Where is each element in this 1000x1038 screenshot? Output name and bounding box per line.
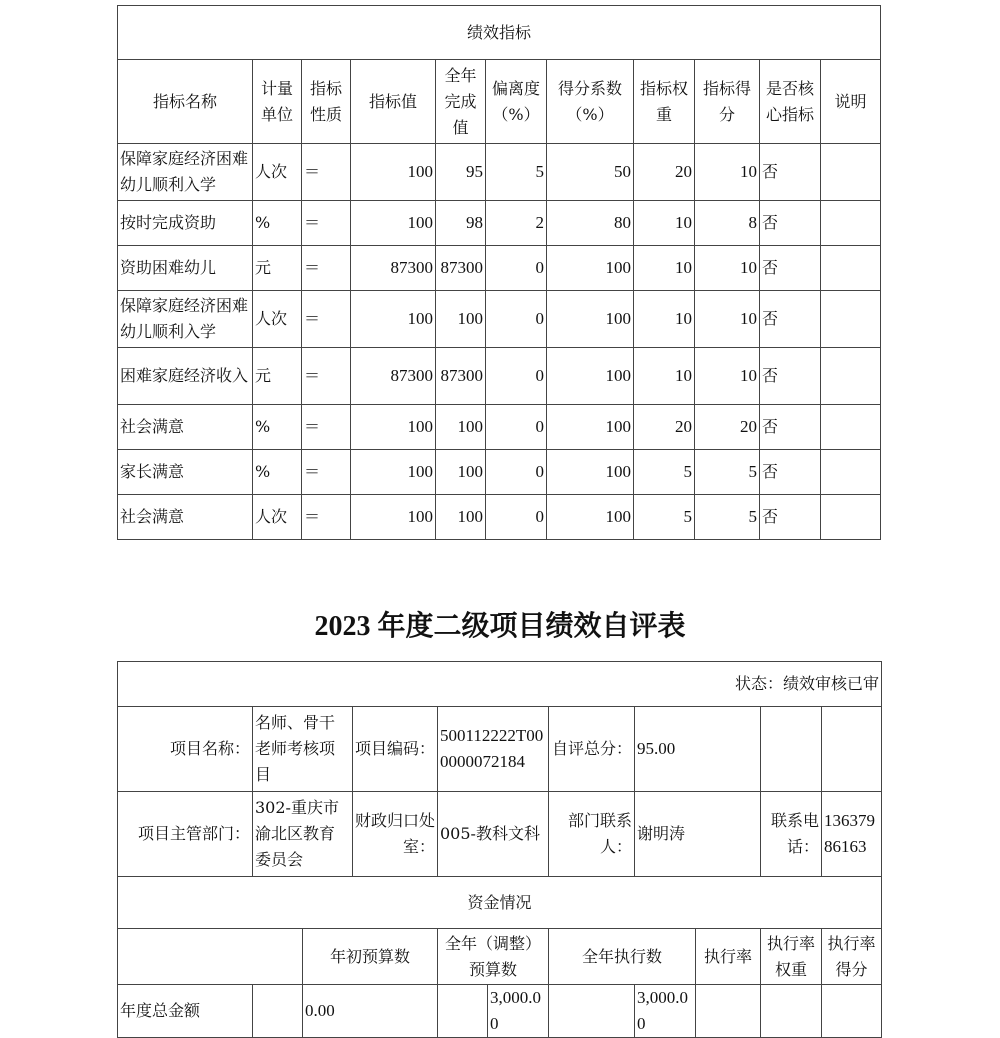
table-cell: 100 bbox=[547, 405, 634, 450]
table-cell: 100 bbox=[351, 450, 436, 495]
initial-budget: 0.00 bbox=[303, 985, 438, 1038]
table-row bbox=[118, 144, 881, 201]
contact-value: 谢明涛 bbox=[635, 792, 761, 877]
table-cell: 95 bbox=[436, 144, 486, 201]
page-title: 2023 年度二级项目绩效自评表 bbox=[314, 611, 686, 642]
table-cell bbox=[821, 405, 881, 450]
table-cell: 100 bbox=[547, 495, 634, 540]
table-cell: 20 bbox=[634, 405, 695, 450]
column-header: 全年完成值 bbox=[436, 60, 486, 144]
funds-header: 执行率 bbox=[696, 929, 761, 985]
table-cell: % bbox=[253, 450, 302, 495]
table-cell bbox=[821, 201, 881, 246]
table-cell: 100 bbox=[547, 450, 634, 495]
empty-cell bbox=[822, 707, 882, 792]
table-cell: 100 bbox=[351, 201, 436, 246]
table-cell bbox=[821, 291, 881, 348]
table-cell: ＝ bbox=[302, 291, 351, 348]
table-cell: % bbox=[253, 405, 302, 450]
table-cell: ＝ bbox=[302, 201, 351, 246]
table-cell: 80 bbox=[547, 201, 634, 246]
project-code-label: 项目编码： bbox=[353, 707, 438, 792]
table-cell: 8 bbox=[695, 201, 760, 246]
table-cell: 0 bbox=[486, 348, 547, 405]
table-cell: ＝ bbox=[302, 348, 351, 405]
table-cell: 50 bbox=[547, 144, 634, 201]
table-cell bbox=[821, 450, 881, 495]
table-cell: 2 bbox=[486, 201, 547, 246]
executed-amount: 3,000.00 bbox=[635, 985, 696, 1038]
table-cell: 困难家庭经济收入 bbox=[118, 348, 253, 405]
table-cell: 10 bbox=[695, 348, 760, 405]
funds-title: 资金情况 bbox=[118, 877, 882, 929]
table-cell: 0 bbox=[486, 405, 547, 450]
empty-cell bbox=[696, 985, 761, 1038]
finance-value: 005-教科文科 bbox=[438, 792, 549, 877]
table-cell: 否 bbox=[760, 348, 821, 405]
table-cell: 100 bbox=[351, 405, 436, 450]
section-title: 绩效指标 bbox=[118, 6, 881, 60]
finance-label: 财政归口处室： bbox=[353, 792, 438, 877]
table-cell bbox=[821, 495, 881, 540]
table-cell: 否 bbox=[760, 495, 821, 540]
column-header: 是否核心指标 bbox=[760, 60, 821, 144]
empty-cell bbox=[118, 929, 303, 985]
table-row bbox=[118, 450, 881, 495]
table-cell: 5 bbox=[486, 144, 547, 201]
table-cell: 0 bbox=[486, 495, 547, 540]
table-cell: 否 bbox=[760, 405, 821, 450]
table-cell: 98 bbox=[436, 201, 486, 246]
column-header: 得分系数（%） bbox=[547, 60, 634, 144]
table-cell: 否 bbox=[760, 144, 821, 201]
table-cell: 100 bbox=[547, 246, 634, 291]
table-cell: 10 bbox=[634, 348, 695, 405]
table-cell: 0 bbox=[486, 291, 547, 348]
table-cell: 否 bbox=[760, 201, 821, 246]
table-cell: 100 bbox=[436, 405, 486, 450]
table-cell: 100 bbox=[436, 450, 486, 495]
table-cell: 100 bbox=[436, 291, 486, 348]
status-text: 状态：绩效审核已审 bbox=[118, 662, 882, 707]
funds-header: 年初预算数 bbox=[303, 929, 438, 985]
table-cell: 100 bbox=[436, 495, 486, 540]
phone-label: 联系电话： bbox=[761, 792, 822, 877]
table-cell: 0 bbox=[486, 450, 547, 495]
table-cell: ＝ bbox=[302, 144, 351, 201]
table-cell: 10 bbox=[695, 246, 760, 291]
column-header: 说明 bbox=[821, 60, 881, 144]
empty-cell bbox=[822, 985, 882, 1038]
table-cell: 87300 bbox=[351, 348, 436, 405]
project-code-value: 500112222T000000072184 bbox=[438, 707, 549, 792]
table-cell: 保障家庭经济困难幼儿顺利入学 bbox=[118, 144, 253, 201]
table-cell: 87300 bbox=[351, 246, 436, 291]
table-cell: % bbox=[253, 201, 302, 246]
indicator-table bbox=[117, 5, 881, 540]
table-cell: 否 bbox=[760, 246, 821, 291]
table-cell: 保障家庭经济困难幼儿顺利入学 bbox=[118, 291, 253, 348]
column-header: 指标性质 bbox=[302, 60, 351, 144]
table-cell: 社会满意 bbox=[118, 495, 253, 540]
table-row bbox=[118, 246, 881, 291]
table-cell: 100 bbox=[351, 144, 436, 201]
table-row bbox=[118, 348, 881, 405]
table-cell bbox=[821, 348, 881, 405]
empty-cell bbox=[253, 985, 303, 1038]
project-name-value: 名师、骨干老师考核项目 bbox=[253, 707, 353, 792]
table-cell: 5 bbox=[634, 495, 695, 540]
column-header: 指标值 bbox=[351, 60, 436, 144]
empty-cell bbox=[549, 985, 635, 1038]
phone-value: 13637986163 bbox=[822, 792, 882, 877]
column-header: 指标名称 bbox=[118, 60, 253, 144]
table-cell: 100 bbox=[547, 291, 634, 348]
column-header: 指标权重 bbox=[634, 60, 695, 144]
table-cell: 87300 bbox=[436, 246, 486, 291]
table-cell: 10 bbox=[695, 291, 760, 348]
table-row bbox=[118, 201, 881, 246]
table-cell: 否 bbox=[760, 450, 821, 495]
table-row bbox=[118, 291, 881, 348]
funds-header: 执行率得分 bbox=[822, 929, 882, 985]
score-label: 自评总分： bbox=[549, 707, 635, 792]
table-cell: ＝ bbox=[302, 405, 351, 450]
table-cell: 5 bbox=[695, 495, 760, 540]
project-name-label: 项目名称： bbox=[118, 707, 253, 792]
table-cell: 100 bbox=[547, 348, 634, 405]
table-cell: ＝ bbox=[302, 495, 351, 540]
table-cell bbox=[821, 246, 881, 291]
table-cell: 10 bbox=[695, 144, 760, 201]
column-header: 偏离度（%） bbox=[486, 60, 547, 144]
table-row bbox=[118, 495, 881, 540]
table-cell: 100 bbox=[351, 495, 436, 540]
contact-label: 部门联系人： bbox=[549, 792, 635, 877]
dept-label: 项目主管部门： bbox=[118, 792, 253, 877]
table-cell: 元 bbox=[253, 246, 302, 291]
table-cell: 10 bbox=[634, 201, 695, 246]
funds-header: 全年（调整）预算数 bbox=[438, 929, 549, 985]
table-cell: 87300 bbox=[436, 348, 486, 405]
table-cell: 按时完成资助 bbox=[118, 201, 253, 246]
table-cell: 10 bbox=[634, 246, 695, 291]
score-value: 95.00 bbox=[635, 707, 761, 792]
table-cell: 资助困难幼儿 bbox=[118, 246, 253, 291]
funds-header: 全年执行数 bbox=[549, 929, 696, 985]
table-cell: ＝ bbox=[302, 246, 351, 291]
table-cell: 20 bbox=[634, 144, 695, 201]
column-header: 计量单位 bbox=[253, 60, 302, 144]
empty-cell bbox=[761, 985, 822, 1038]
table-cell: 10 bbox=[634, 291, 695, 348]
table-cell: 人次 bbox=[253, 144, 302, 201]
table-cell: 5 bbox=[695, 450, 760, 495]
table-cell: 社会满意 bbox=[118, 405, 253, 450]
self-eval-table bbox=[117, 661, 882, 1038]
funds-header: 执行率权重 bbox=[761, 929, 822, 985]
table-cell: 5 bbox=[634, 450, 695, 495]
table-cell: 人次 bbox=[253, 291, 302, 348]
table-cell: 人次 bbox=[253, 495, 302, 540]
column-header: 指标得分 bbox=[695, 60, 760, 144]
table-cell: 家长满意 bbox=[118, 450, 253, 495]
empty-cell bbox=[761, 707, 822, 792]
total-label: 年度总金额 bbox=[118, 985, 253, 1038]
dept-value: 302-重庆市渝北区教育委员会 bbox=[253, 792, 353, 877]
table-row bbox=[118, 405, 881, 450]
table-cell: 100 bbox=[351, 291, 436, 348]
table-cell: 20 bbox=[695, 405, 760, 450]
table-cell: ＝ bbox=[302, 450, 351, 495]
table-cell: 元 bbox=[253, 348, 302, 405]
empty-cell bbox=[438, 985, 488, 1038]
adjusted-budget: 3,000.00 bbox=[488, 985, 549, 1038]
table-cell: 0 bbox=[486, 246, 547, 291]
table-cell bbox=[821, 144, 881, 201]
table-cell: 否 bbox=[760, 291, 821, 348]
